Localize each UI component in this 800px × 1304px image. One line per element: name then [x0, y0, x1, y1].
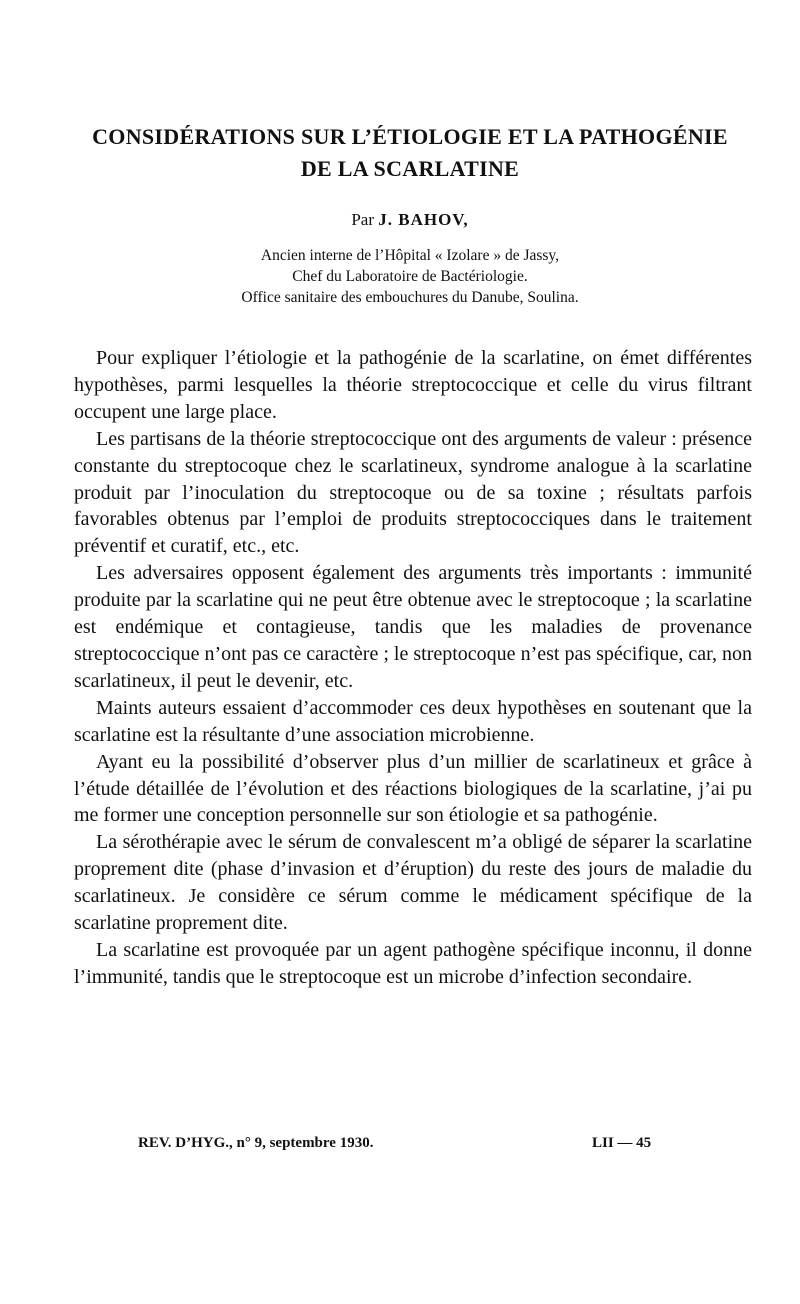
author-line: [60, 210, 760, 230]
affiliation-line-3: Office sanitaire des embouchures du Danube, Soulina.: [241, 289, 579, 306]
article-title-line-2: DE LA SCARLATINE: [300, 156, 520, 181]
affiliation-line-1: Ancien interne de l’Hôpital « Izolare » de Jassy,: [260, 247, 560, 264]
journal-citation: REV. D’HYG., n° 9, septembre 1930.: [138, 1135, 374, 1151]
page-number: LII — 45: [592, 1135, 652, 1151]
affiliation-line-2: Chef du Laboratoire de Bactériologie.: [292, 268, 528, 285]
paragraph: La scarlatine est provoquée par un agent pathogène spécifique inconnu, il donne l’immunité, tandis que le streptocoque est un microbe d’infection secondaire.: [74, 938, 752, 988]
author-name: J. BAHOV,: [378, 210, 469, 229]
paragraph: Les adversaires opposent également des arguments très importants : immunité produite par la scarlatine qui ne peut être obtenue avec le streptocoque ; la scarlatine est endémique et contagieuse, tandis que les maladies de provenance streptococcique n’ont pas ce caractère ; le streptocoque n’est pas spécifique, car, non scarlatineux, il peut le devenir, etc.: [74, 562, 752, 692]
paragraph: Pour expliquer l’étiologie et la pathogénie de la scarlatine, on émet différentes hypothèses, parmi lesquelles la théorie streptococcique et celle du virus filtrant occupent une large place.: [74, 347, 752, 423]
paragraph: Les partisans de la théorie streptococcique ont des arguments de valeur : présence constante du streptocoque chez le scarlatineux, syndrome analogue à la scarlatine produit par l’inoculation du streptocoque ou de sa toxine ; résultats parfois favorables obtenus par l’emploi de produits streptococciques dans le traitement préventif et curatif, etc., etc.: [74, 427, 752, 558]
article-body: [74, 345, 752, 991]
paragraph: La sérothérapie avec le sérum de convalescent m’a obligé de séparer la scarlatine proprement dite (phase d’invasion et d’éruption) du reste des jours de maladie du scarlatineux. Je considère ce sérum comme le médicament spécifique de la scarlatine proprement dite.: [74, 831, 752, 935]
paragraph: Ayant eu la possibilité d’observer plus d’un millier de scarlatineux et grâce à l’étude détaillée de l’évolution et des réactions biologiques de la scarlatine, j’ai pu me former une conception personnelle sur son étiologie et sa pathogénie.: [74, 750, 752, 827]
author-prefix: Par: [351, 210, 374, 229]
article-title-line-1: CONSIDÉRATIONS SUR L’ÉTIOLOGIE ET LA PATHOGÉNIE: [92, 124, 728, 149]
paragraph: Maints auteurs essaient d’accommoder ces deux hypothèses en soutenant que la scarlatine est la résultante d’une association microbienne.: [74, 696, 752, 746]
